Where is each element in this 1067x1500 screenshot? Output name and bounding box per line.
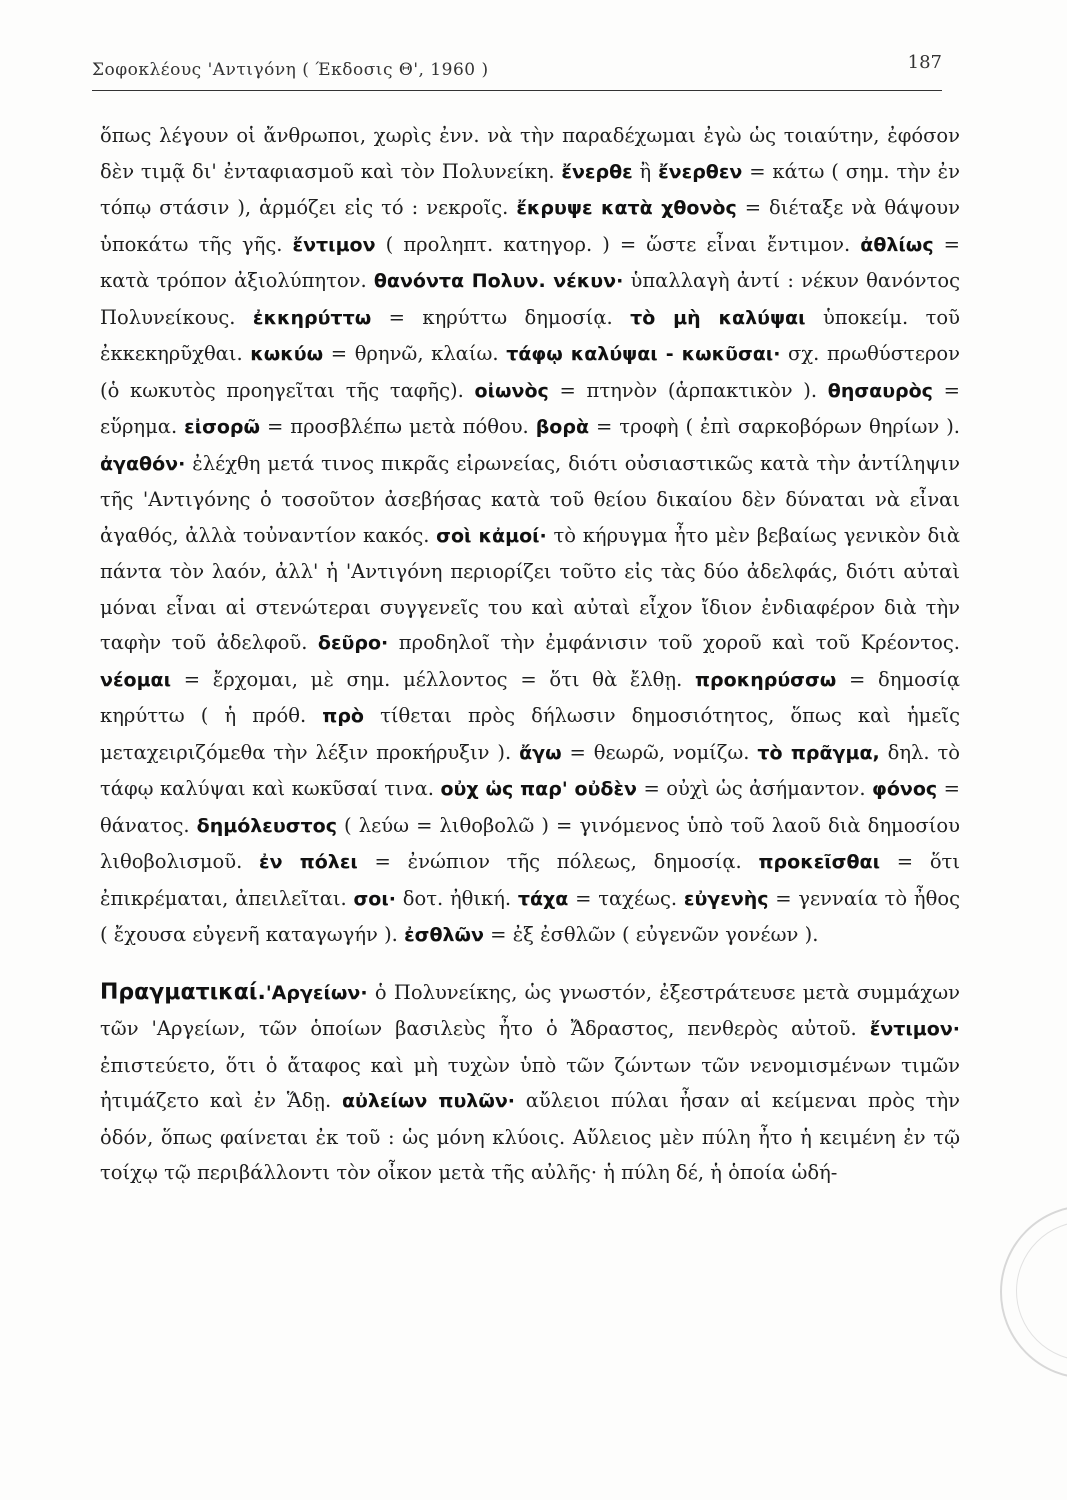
lemma-term: 'Αργείων· (265, 981, 368, 1004)
gloss-text: = γενναία τὸ ἦθος ( ἔχουσα εὐγενῆ καταγωγήν ). (100, 886, 960, 946)
lemma-term: τὸ μὴ καλύψαι (630, 306, 806, 329)
gloss-text: ὑποκείμ. τοῦ ἐκκεκηρῦχθαι. (100, 305, 960, 365)
lemma-term: αὐλείων πυλῶν· (341, 1090, 515, 1112)
gloss-text: τὸ κήρυγμα ἦτο μὲν βεβαίως γενικὸν διὰ πάντα τὸν λαόν, ἀλλ' ἡ 'Αντιγόνη περιορίζει τοῦτο εἰς τὰς δύο ἀδελφάς, διότι αὐταὶ μόναι εἶναι αἱ στενώτεραι συγγενεῖς του καὶ αὐταὶ εἶχον ἴδιον ἐνδιαφέρον διὰ τὴν ταφὴν τοῦ ἀδελφοῦ. (100, 523, 961, 654)
lemma-term: ἔντιμον· (869, 1018, 960, 1040)
gloss-text: ἐπιστεύετο, ὅτι ὁ ἄταφος καὶ μὴ τυχὼν ὑπὸ τῶν ζώντων τῶν νενομισμένων τιμῶν ἠτιμάζετο καὶ ἐν Ἅδῃ. (100, 1053, 960, 1112)
lemma-term: σοι· (353, 887, 396, 910)
lemma-term: ἔκρυψε κατὰ χθονὸς (516, 197, 737, 219)
lemma-term: εἰσορῶ (184, 416, 261, 438)
gloss-text: = τροφὴ ( ἐπὶ σαρκοβόρων θηρίων ). (589, 415, 961, 438)
lemma-term: σοὶ κἀμοί· (436, 524, 547, 547)
page-header (92, 52, 942, 91)
lemma-term: προκηρύσσω (695, 668, 837, 691)
gloss-text: ( προληπτ. κατηγορ. ) = ὥστε εἶναι ἔντιμον. (375, 232, 861, 256)
gloss-text: = εὕρημα. (100, 378, 960, 438)
lemma-term: οὐχ ὡς παρ' οὐδὲν (440, 778, 637, 800)
gloss-text: = κηρύττω δημοσίᾳ. (371, 305, 631, 329)
library-stamp (1000, 1205, 1067, 1379)
lemma-term: ἐσθλῶν (404, 924, 484, 946)
gloss-text: = ὅτι ἐπικρέμαται, ἀπειλεῖται. (100, 850, 960, 910)
lemma-term: ἀγαθόν· (100, 452, 186, 475)
gloss-text: ὑπαλλαγὴ ἀντί : νέκυν θανόντος Πολυνείκους. (100, 269, 960, 329)
gloss-text: δοτ. ἠθική. (395, 886, 518, 910)
lemma-term: τὸ πρᾶγμα, (757, 741, 880, 764)
lemma-term: εὐγενὴς (683, 887, 769, 910)
gloss-text: = ἐξ ἐσθλῶν ( εὐγενῶν γονέων ). (483, 923, 819, 946)
lemma-term: φόνος (872, 778, 938, 800)
lemma-term: τάχα (517, 887, 569, 910)
lemma-term: ἔνερθεν (658, 160, 743, 183)
lemma-term: οἰωνὸς (474, 379, 549, 402)
paragraph-glossary (100, 118, 960, 954)
gloss-text: = θεωρῶ, νομίζω. (561, 740, 758, 764)
page-number: 187 (907, 52, 942, 73)
gloss-text: = ταχέως. (568, 886, 684, 910)
gloss-text: = διέταξε νὰ θάψουν ὑποκάτω τῆς γῆς. (100, 196, 961, 256)
lemma-term: θησαυρὸς (827, 379, 933, 402)
gloss-text: προδηλοῖ τὴν ἐμφάνισιν τοῦ χοροῦ καὶ τοῦ Κρέοντος. (388, 631, 960, 654)
lemma-term: κωκύω (250, 343, 324, 365)
lemma-term: θανόντα Πολυν. νέκυν· (373, 270, 624, 292)
gloss-text: δηλ. τὸ τάφῳ καλύψαι καὶ κωκῦσαί τινα. (100, 740, 961, 800)
gloss-text: τίθεται πρὸς δήλωσιν δημοσιότητος, ὅπως καὶ ἡμεῖς μεταχειριζόμεθα τὴν λέξιν προκήρυξιν ). (100, 704, 960, 764)
gloss-text: ὅπως λέγουν οἱ ἄνθρωποι, χωρὶς ἐνν. νὰ τὴν παραδέχωμαι ἐγὼ ὡς τοιαύτην, ἐφόσον δὲν τιμᾷ δι' ἐνταφιασμοῦ καὶ τὸν Πολυνείκη. (100, 124, 960, 183)
gloss-text: = κατὰ τρόπον ἀξιολύπητον. (100, 232, 960, 292)
lemma-term: ἔνερθε (561, 160, 633, 183)
gloss-text: ( λεύω = λιθοβολῶ ) = γινόμενος ὑπὸ τοῦ λαοῦ διὰ δημοσίου λιθοβολισμοῦ. (100, 813, 960, 873)
lemma-term: ἐν πόλει (259, 851, 358, 873)
section-heading: Πραγματικαί. (100, 979, 266, 1005)
lemma-term: τάφῳ καλύψαι - κωκῦσαι· (506, 343, 781, 365)
gloss-text: = πτηνὸν (ἁρπακτικὸν ). (548, 378, 828, 402)
lemma-term: προκεῖσθαι (758, 851, 880, 873)
gloss-text: = θρηνῶ, κλαίω. (323, 342, 507, 365)
gloss-text: ἢ (632, 159, 659, 183)
gloss-text: = προσβλέπω μετὰ πόθου. (260, 415, 536, 438)
gloss-text: = οὐχὶ ὡς ἀσήμαντον. (636, 777, 872, 800)
gloss-text: = ἐνώπιον τῆς πόλεως, δημοσίᾳ. (357, 850, 759, 873)
lemma-term: ἔντιμον (292, 233, 376, 256)
gloss-text: ὁ Πολυνείκης, ὡς γνωστόν, ἐξεστράτευσε μετὰ συμμάχων τῶν 'Αργείων, τῶν ὁποίων βασιλεὺς ἦτο ὁ Ἄδραστος, πενθερὸς αὐτοῦ. (100, 980, 960, 1040)
gloss-text: = ἔρχομαι, μὲ σημ. μέλλοντος = ὅτι θὰ ἔλθῃ. (171, 667, 696, 691)
gloss-text: = θάνατος. (100, 777, 960, 837)
lemma-term: βορὰ (535, 416, 590, 438)
lemma-term: ἐκκηρύττω (252, 306, 372, 329)
lemma-term: νέομαι (100, 668, 172, 691)
lemma-term: πρὸ (322, 705, 364, 727)
gloss-text: ἐλέχθη μετά τινος πικρᾶς εἰρωνείας, διότι οὐσιαστικῶς κατὰ τὴν ἀντίληψιν τῆς 'Αντιγόνης ὁ τοσοῦτον ἀσεβήσας κατὰ τοῦ θείου δικαίου δὲν δύναται νὰ εἶναι ἀγαθός, ἀλλὰ τοὐναντίον κακός. (100, 451, 960, 547)
lemma-term: ἀθλίως (860, 233, 934, 256)
gloss-text: αὔλειοι πύλαι ἦσαν αἱ κείμεναι πρὸς τὴν ὁδόν, ὅπως φαίνεται ἐκ τοῦ : ὡς μόνη κλύοις. Αὔλειος μὲν πύλη ἦτο ἡ κειμένη ἐν τῷ τοίχῳ τῷ περιβάλλοντι τὸν οἶκον μετὰ τῆς αὐλῆς· ἡ πύλη δέ, ἡ ὁποία ὡδή- (100, 1089, 960, 1184)
gloss-text: σχ. πρωθύστερον (ὁ κωκυτὸς προηγεῖται τῆς ταφῆς). (100, 342, 960, 402)
commentary-text (100, 118, 960, 1191)
lemma-term: δημόλευστος (196, 814, 337, 837)
gloss-text: = δημοσίᾳ κηρύττω ( ἡ πρόθ. (100, 667, 960, 727)
paragraph-realia (100, 975, 960, 1191)
gloss-text: = κάτω ( σημ. τὴν ἐν τόπῳ στάσιν ), ἁρμόζει εἰς τό : νεκροῖς. (100, 159, 960, 219)
lemma-term: ἄγω (519, 741, 562, 764)
lemma-term: δεῦρο· (317, 632, 389, 654)
running-title: Σοφοκλέους 'Αντιγόνη ( Έκδοσις Θ', 1960 ) (92, 60, 489, 80)
